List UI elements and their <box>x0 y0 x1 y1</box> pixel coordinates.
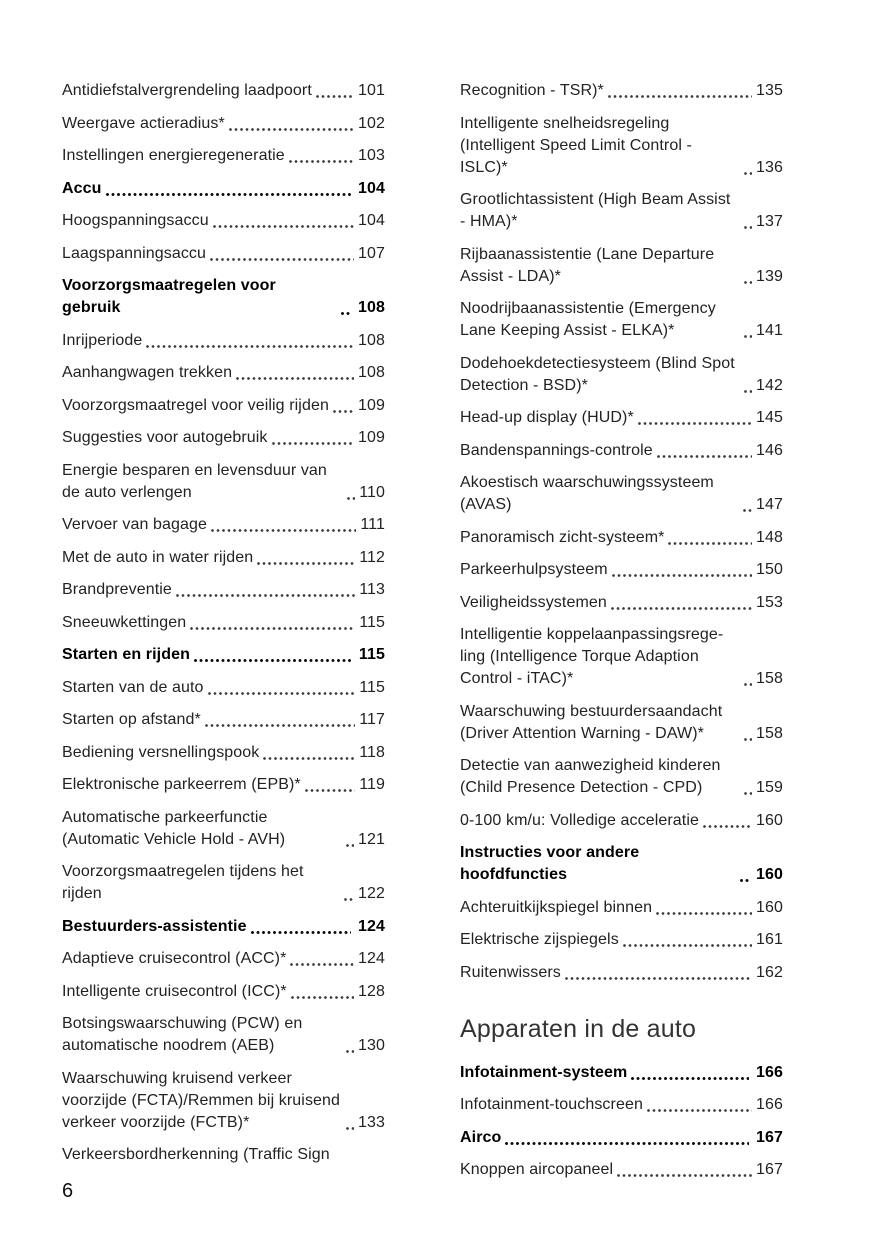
toc-entry-page: 104 <box>358 179 385 197</box>
toc-entry-title: Suggesties voor autogebruik <box>62 429 268 446</box>
dot-leader <box>668 542 752 545</box>
toc-entry-title: Infotainment-systeem <box>460 1063 628 1081</box>
toc-entry-title: Elektronische parkeerrem (EPB)* <box>62 776 301 793</box>
toc-column-left <box>62 80 385 1192</box>
toc-entry-page: 130 <box>358 1037 385 1054</box>
section-heading: Apparaten in de auto <box>460 1014 697 1043</box>
toc-entry-page: 107 <box>358 244 385 262</box>
toc-entry-title: Bandenspannings-controle <box>460 441 653 459</box>
toc-entry-page: 110 <box>359 483 385 501</box>
toc-entry-title: 0-100 km/u: Volledige acceleratie <box>460 811 699 829</box>
toc-entry-page: 112 <box>359 548 385 566</box>
dot-leader <box>744 792 752 795</box>
dot-leader <box>106 193 351 196</box>
toc-entry <box>62 677 385 699</box>
toc-entry-page: 108 <box>358 364 385 381</box>
toc-entry <box>460 244 783 288</box>
dot-leader <box>333 410 354 413</box>
toc-entry-page: 115 <box>359 613 385 631</box>
toc-entry <box>62 1013 385 1057</box>
toc-entry <box>460 559 783 581</box>
toc-entry-title: Accu <box>62 179 102 197</box>
toc-entry <box>460 440 783 462</box>
toc-entry-title: Airco <box>460 1128 502 1146</box>
toc-entry-page: 137 <box>756 213 783 230</box>
dot-leader <box>211 529 356 532</box>
toc-entry-page: 160 <box>756 866 783 883</box>
toc-entry-title: Head-up display (HUD)* <box>460 409 634 426</box>
dot-leader <box>341 312 351 315</box>
toc-entry-title: Verkeersbordherkenning (Traffic Sign <box>62 1146 330 1163</box>
toc-entry-page: 142 <box>756 376 783 394</box>
toc-entry <box>460 1094 783 1116</box>
toc-entry-page: 147 <box>756 496 783 513</box>
toc-entry <box>62 861 385 905</box>
toc-entry-page: 135 <box>756 82 783 99</box>
toc-entry <box>460 1159 783 1181</box>
dot-leader <box>190 627 355 630</box>
toc-entry <box>460 592 783 614</box>
toc-entry <box>62 80 385 102</box>
toc-entry <box>62 460 385 504</box>
dot-leader <box>623 944 752 947</box>
toc-entry-title: Aanhangwagen trekken <box>62 364 233 381</box>
toc-entry-title: Recognition - TSR)* <box>460 82 604 99</box>
dot-leader <box>346 1127 354 1130</box>
toc-entry-title: Inrijperiode <box>62 331 143 349</box>
toc-entry-page: 111 <box>360 516 385 533</box>
toc-entry-title: Knoppen aircopaneel <box>460 1161 614 1178</box>
toc-entry <box>460 527 783 549</box>
toc-entry-page: 139 <box>756 267 783 285</box>
toc-entry-page: 160 <box>756 898 783 916</box>
toc-entry <box>62 547 385 569</box>
toc-entry <box>62 774 385 796</box>
toc-entry <box>460 755 783 799</box>
dot-leader <box>251 931 351 934</box>
toc-entry <box>460 701 783 745</box>
toc-entry <box>460 897 783 919</box>
toc-entry <box>62 514 385 536</box>
toc-entry-page: 121 <box>358 830 385 848</box>
toc-entry-title: Intelligentie koppelaanpassingsrege-ling (Intelligence Torque Adaption Control - iTAC)* <box>460 626 724 687</box>
toc-entry-page: 118 <box>359 743 385 761</box>
dot-leader <box>316 95 354 98</box>
toc-entry <box>62 742 385 764</box>
dot-leader <box>612 574 752 577</box>
toc-entry <box>460 407 783 429</box>
toc-entry-title: Adaptieve cruisecontrol (ACC)* <box>62 950 287 967</box>
toc-entry-title: Bediening versnellingspook <box>62 743 260 761</box>
toc-entry-title: Parkeerhulpsysteem <box>460 561 608 578</box>
toc-entry-page: 122 <box>358 885 385 902</box>
toc-entry <box>62 644 385 666</box>
toc-entry-title: Voorzorgsmaatregelen tijdens het rijden <box>62 863 304 902</box>
toc-entry-page: 159 <box>756 779 783 796</box>
dot-leader <box>205 724 355 727</box>
toc-entry-page: 145 <box>756 409 783 426</box>
dot-leader <box>611 607 752 610</box>
dot-leader <box>344 898 354 901</box>
dot-leader <box>744 335 752 338</box>
toc-entry-title: Hoogspanningsaccu <box>62 212 209 229</box>
toc-entry-title: Met de auto in water rijden <box>62 548 254 566</box>
toc-entry-title: Rijbaanassistentie (Lane Departure Assist - LDA)* <box>460 245 715 285</box>
toc-entry-title: Vervoer van bagage <box>62 516 208 533</box>
toc-entry-page: 119 <box>359 776 385 793</box>
toc-entry-title: Voorzorgsmaatregel voor veilig rijden <box>62 396 329 414</box>
toc-entry-page: 104 <box>358 212 385 229</box>
toc-entry-title: Waarschuwing kruisend verkeer voorzijde (FCTA)/Remmen bij kruisend verkeer voorzijde (FCTB)* <box>62 1069 341 1131</box>
toc-entry <box>460 962 783 984</box>
toc-entry-page: 124 <box>358 917 385 935</box>
toc-entry-title: Sneeuwkettingen <box>62 613 187 631</box>
dot-leader <box>631 1077 749 1080</box>
toc-entry-page: 109 <box>358 429 385 446</box>
toc-entry-title: Brandpreventie <box>62 581 172 598</box>
toc-entry-page: 108 <box>358 299 385 316</box>
toc-entry-page: 167 <box>756 1161 783 1178</box>
toc-entry-title: Voorzorgsmaatregelen voor gebruik <box>62 277 276 316</box>
toc-entry-title: Botsingswaarschuwing (PCW) en automatische noodrem (AEB) <box>62 1015 303 1054</box>
toc-entry-title: Intelligente snelheidsregeling (Intelligent Speed Limit Control - ISLC)* <box>460 114 692 176</box>
toc-entry-title: Dodehoekdetectiesysteem (Blind Spot Detection - BSD)* <box>460 354 735 394</box>
dot-leader <box>617 1174 752 1177</box>
toc-entry-page: 108 <box>358 331 385 349</box>
toc-entry-page: 141 <box>756 322 783 339</box>
toc-entry-title: Laagspanningsaccu <box>62 244 207 262</box>
toc-entry-page: 166 <box>756 1063 783 1081</box>
dot-leader <box>236 377 354 380</box>
dot-leader <box>346 844 354 847</box>
toc-entry <box>62 916 385 938</box>
toc-entry-page: 113 <box>359 581 385 598</box>
toc-entry <box>62 330 385 352</box>
toc-entry-page: 158 <box>756 670 783 687</box>
toc-entry <box>62 243 385 265</box>
toc-entry <box>460 80 783 102</box>
toc-entry-page: 128 <box>358 982 385 1000</box>
toc-entry-title: Akoestisch waarschuwingssysteem (AVAS) <box>460 474 714 513</box>
dot-leader <box>744 226 752 229</box>
dot-leader <box>565 977 752 980</box>
toc-entry-title: Infotainment-touchscreen <box>460 1096 643 1113</box>
toc-entry <box>460 810 783 832</box>
toc-entry-title: Ruitenwissers <box>460 963 561 981</box>
dot-leader <box>608 95 752 98</box>
dot-leader <box>347 497 355 500</box>
dot-leader <box>208 692 356 695</box>
toc-entry-page: 162 <box>756 963 783 981</box>
toc-entry-title: Elektrische zijspiegels <box>460 931 619 948</box>
dot-leader <box>146 345 354 348</box>
toc-entry <box>62 178 385 200</box>
dot-leader <box>290 963 354 966</box>
toc-entry-page: 103 <box>358 147 385 164</box>
toc-entry <box>62 113 385 135</box>
dot-leader <box>194 659 352 662</box>
toc-entry <box>460 113 783 179</box>
toc-entry <box>62 948 385 970</box>
toc-entry-page: 115 <box>359 678 385 696</box>
toc-entry-title: Starten van de auto <box>62 678 204 696</box>
dot-leader <box>505 1142 749 1145</box>
toc-entry <box>62 981 385 1003</box>
toc-entry <box>460 1127 783 1149</box>
dot-leader <box>744 738 752 741</box>
toc-entry-title: Achteruitkijkspiegel binnen <box>460 898 653 916</box>
toc-entry-page: 161 <box>756 931 783 948</box>
toc-entry-title: Weergave actieradius* <box>62 114 225 132</box>
dot-leader <box>289 160 354 163</box>
toc-entry-page: 109 <box>358 396 385 414</box>
toc-right-bottom-list <box>460 1062 783 1182</box>
toc-entry-page: 124 <box>358 950 385 967</box>
dot-leader <box>656 912 752 915</box>
dot-leader <box>263 757 355 760</box>
toc-entry <box>62 1068 385 1134</box>
toc-entry-page: 167 <box>756 1128 783 1146</box>
toc-right-top-list <box>460 80 783 984</box>
toc-entry <box>460 472 783 516</box>
dot-leader <box>210 258 354 261</box>
dot-leader <box>647 1109 752 1112</box>
toc-entry-page: 102 <box>358 114 385 132</box>
toc-entry <box>62 807 385 851</box>
dot-leader <box>213 225 354 228</box>
toc-entry-page: 136 <box>756 158 783 176</box>
toc-entry <box>460 842 783 886</box>
toc-entry <box>62 275 385 319</box>
dot-leader <box>346 1050 354 1053</box>
toc-entry <box>62 395 385 417</box>
toc-entry-title: Energie besparen en levensduur van de auto verlengen <box>62 461 327 501</box>
toc-entry <box>62 1144 385 1166</box>
toc-entry-title: Starten op afstand* <box>62 711 201 728</box>
toc-entry <box>62 427 385 449</box>
toc-column-right <box>460 80 783 1192</box>
toc-entry-title: Bestuurders-assistentie <box>62 917 247 935</box>
dot-leader <box>744 390 752 393</box>
toc-entry-title: Grootlichtassistent (High Beam Assist - HMA)* <box>460 191 731 230</box>
toc-entry-title: Waarschuwing bestuurdersaandacht (Driver Attention Warning - DAW)* <box>460 702 723 742</box>
toc-entry-title: Instructies voor andere hoofdfuncties <box>460 844 640 883</box>
toc-entry <box>62 210 385 232</box>
toc-entry <box>460 624 783 690</box>
toc-columns <box>62 80 875 1192</box>
toc-entry-title: Panoramisch zicht-systeem* <box>460 528 665 546</box>
dot-leader <box>657 455 752 458</box>
toc-entry <box>460 189 783 233</box>
toc-entry-page: 153 <box>756 593 783 611</box>
dot-leader <box>291 996 354 999</box>
dot-leader <box>272 442 355 445</box>
toc-entry <box>62 145 385 167</box>
dot-leader <box>638 422 752 425</box>
dot-leader <box>744 172 752 175</box>
toc-entry-title: Starten en rijden <box>62 646 190 663</box>
toc-entry <box>460 353 783 397</box>
toc-entry <box>460 298 783 342</box>
dot-leader <box>229 128 354 131</box>
toc-entry <box>460 1062 783 1084</box>
page-number: 6 <box>62 1180 74 1202</box>
toc-entry-title: Veiligheidssystemen <box>460 593 607 611</box>
toc-entry-title: Automatische parkeerfunctie (Automatic Vehicle Hold - AVH) <box>62 808 286 848</box>
toc-entry-page: 117 <box>359 711 385 728</box>
toc-entry-page: 115 <box>358 646 385 663</box>
toc-entry-title: Antidiefstalvergrendeling laadpoort <box>62 82 312 99</box>
toc-entry-title: Noodrijbaanassistentie (Emergency Lane Keeping Assist - ELKA)* <box>460 300 716 339</box>
dot-leader <box>305 789 355 792</box>
toc-entry-page: 133 <box>358 1113 385 1131</box>
toc-entry-page: 160 <box>756 811 783 829</box>
toc-entry-page: 150 <box>756 561 783 578</box>
toc-entry <box>460 929 783 951</box>
toc-entry-page: 146 <box>756 441 783 459</box>
dot-leader <box>743 509 752 512</box>
toc-entry-page: 166 <box>756 1096 783 1113</box>
toc-entry-title: Instellingen energieregeneratie <box>62 147 285 164</box>
dot-leader <box>740 879 749 882</box>
dot-leader <box>744 683 752 686</box>
toc-entry-page: 148 <box>756 528 783 546</box>
toc-entry <box>62 612 385 634</box>
toc-entry <box>62 579 385 601</box>
toc-entry-page: 101 <box>358 82 385 99</box>
toc-entry-page: 158 <box>756 724 783 742</box>
toc-entry <box>62 362 385 384</box>
toc-entry <box>62 709 385 731</box>
toc-entry-title: Detectie van aanwezigheid kinderen (Child Presence Detection - CPD) <box>460 757 721 796</box>
dot-leader <box>703 825 752 828</box>
toc-entry-title: Intelligente cruisecontrol (ICC)* <box>62 982 287 1000</box>
dot-leader <box>176 594 355 597</box>
dot-leader <box>257 562 355 565</box>
dot-leader <box>744 281 752 284</box>
